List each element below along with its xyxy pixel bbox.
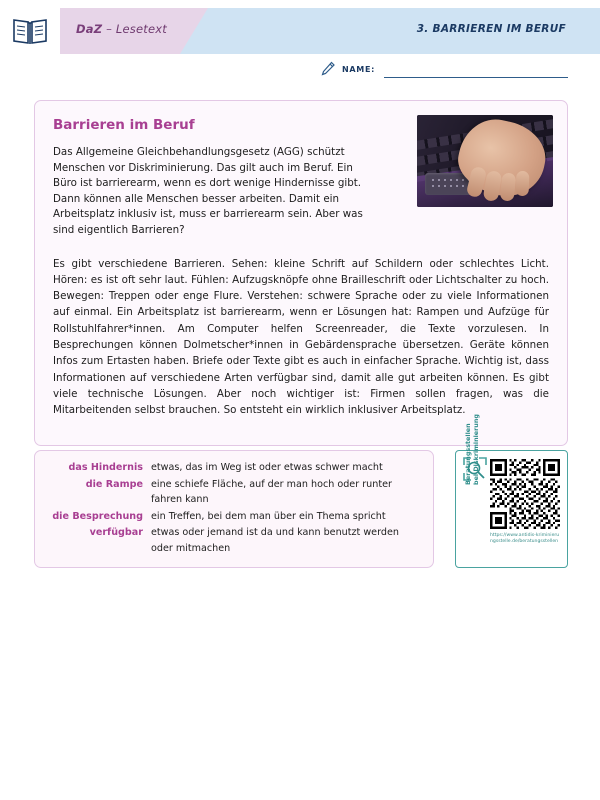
- vocabulary-definition: eine schiefe Fläche, auf der man hoch oder runter fahren kann: [151, 478, 392, 505]
- vocabulary-box: [34, 450, 434, 568]
- qr-info-card[interactable]: [455, 414, 568, 568]
- reading-text-title: Barrieren im Beruf: [53, 117, 195, 133]
- vocabulary-row: [47, 460, 421, 476]
- vocabulary-row: [47, 477, 421, 508]
- qr-vertical-label: Beratungsstellen bei Diskriminierung: [464, 414, 480, 485]
- vocabulary-term: verfügbar: [89, 527, 143, 538]
- qr-code-image[interactable]: [490, 459, 560, 529]
- vocabulary-term: die Besprechung: [52, 510, 143, 522]
- vocabulary-term: das Hindernis: [68, 462, 143, 473]
- vocabulary-row: [47, 509, 421, 525]
- page-header: [0, 0, 600, 62]
- vocabulary-row: [47, 525, 421, 556]
- qr-url-label: https://www.antidis-kriminierungsstelle.de/beratungsstellen: [490, 533, 560, 545]
- name-input-line[interactable]: [384, 77, 568, 78]
- reading-text-card: [34, 100, 568, 446]
- worksheet-type-bold: DaZ: [76, 22, 103, 36]
- page-title: 3. BARRIEREN IM BERUF: [416, 23, 566, 35]
- book-icon: [12, 16, 48, 46]
- worksheet-type-rest: – Lesetext: [102, 22, 167, 36]
- vocabulary-definition: etwas oder jemand ist da und kann benutzt werden oder mitmachen: [151, 527, 399, 554]
- vocabulary-definition: etwas, das im Weg ist oder etwas schwer macht: [151, 462, 383, 473]
- vocabulary-term: die Rampe: [85, 478, 143, 490]
- name-label: NAME:: [342, 65, 376, 74]
- photo-finger: [516, 171, 530, 196]
- name-field-row: [320, 60, 568, 82]
- pen-icon: [320, 61, 336, 77]
- reading-paragraph-2: Es gibt verschiedene Barrieren. Sehen: kleine Schrift auf Schildern oder schlechtes Licht. Hören: es ist oft sehr laut. Fühlen: Aufzugsknöpfe ohne Brailleschrift oder Lichtschalter zu hoch. Bewegen: Treppen oder enge Flure. Verstehen: schwere Sprache oder zu viele Informationen auf einmal. Ein Arbeitsplatz ist barrierearm, wenn er Lösungen hat: Rampen und Aufzüge für Rollstuhlfahrer*innen. Am Computer helfen Screenreader, die Texte vorzulesen. In Besprechungen können Dolmetscher*innen in Gebärdensprache übersetzen. Geräte können Infos zum Ertasten haben. Briefe oder Texte gibt es auch in einfacher Sprache. Wichtig ist, dass Informationen auf verschiedene Arten verfügbar sind, damit alle gut arbeiten können. Es gibt viele technische Lösungen. Aber noch wichtiger ist: Firmen sollen fragen, was die Mitarbeitenden selbst brauchen. So entsteht ein wirklich inklusiver Arbeitsplatz.: [53, 257, 549, 417]
- reading-paragraph-1: Das Allgemeine Gleichbehandlungsgesetz (AGG) schützt Menschen vor Diskriminierung. Das gilt auch im Beruf. Ein Büro ist barrierearm, wenn es dort wenige Hindernisse gibt. Dann können alle Menschen besser arbeiten. Damit ein Arbeitsplatz inklusiv ist, muss er barrierearm sein. Aber was sind eigentlich Barrieren?: [53, 146, 363, 236]
- vocabulary-definition: ein Treffen, bei dem man über ein Thema spricht: [151, 510, 386, 522]
- worksheet-type-label: [76, 22, 167, 36]
- braille-keyboard-photo: [417, 115, 553, 207]
